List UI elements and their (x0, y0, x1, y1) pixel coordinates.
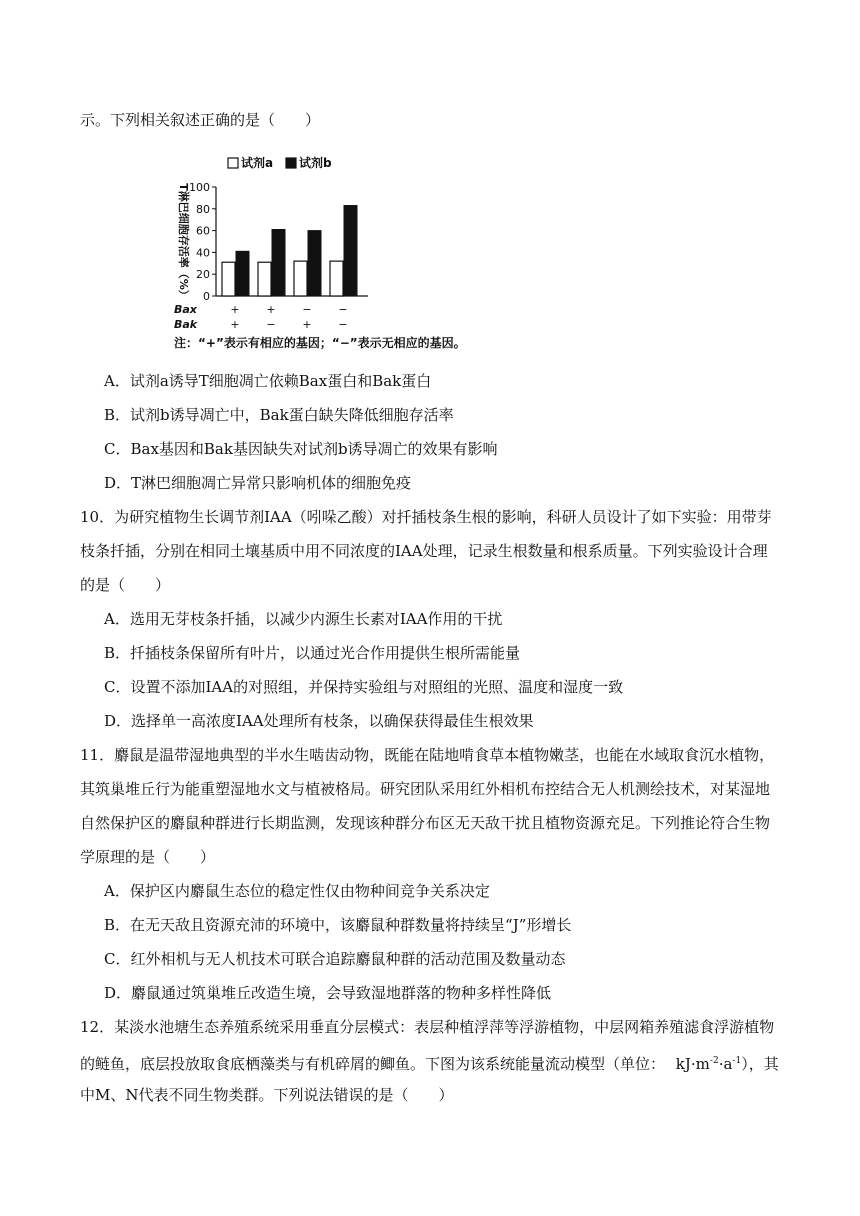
chart-legend (228, 155, 332, 170)
energy-unit-exp-2: -1 (732, 1056, 742, 1066)
y-tick-label: 40 (196, 246, 210, 260)
bar-reagent-b (344, 206, 357, 296)
q12-stem-line-2-text: 的鲢鱼，底层投放取食底栖藻类与有机碎屑的鲫鱼。下图为该系统能量流动模型（单位： (80, 1055, 666, 1073)
energy-unit-tail: ），其 (741, 1055, 779, 1073)
question-intro-line: 示。下列相关叙述正确的是（ ） (80, 111, 321, 129)
q11-stem-line-1: 11．麝鼠是温带湿地典型的半水生啮齿动物，既能在陆地啃食草本植物嫩茎，也能在水域取食沉水植物， (80, 746, 775, 764)
q12-stem-line-1: 12．某淡水池塘生态养殖系统采用垂直分层模式：表层种植浮萍等浮游植物，中层网箱养殖滤食浮游植物 (80, 1018, 775, 1036)
q11-option-c[interactable]: C．红外相机与无人机技术可联合追踪麝鼠种群的活动范围及数量动态 (104, 950, 566, 968)
y-tick-label: 0 (203, 290, 210, 303)
bax-sign: + (230, 303, 240, 316)
chart-bars (222, 206, 357, 296)
bak-sign: + (230, 318, 240, 331)
y-tick-label: 20 (196, 268, 210, 282)
energy-unit-main: kJ·m (675, 1055, 710, 1073)
y-tick-label: 60 (196, 224, 210, 238)
q11-option-d[interactable]: D．麝鼠通过筑巢堆丘改造生境，会导致湿地群落的物种多样性降低 (104, 984, 552, 1002)
q9-option-d[interactable]: D．T淋巴细胞凋亡异常只影响机体的细胞免疫 (104, 474, 412, 492)
q12-stem-line-2 (80, 1051, 779, 1074)
bar-reagent-a (222, 262, 235, 296)
bar-chart (160, 150, 470, 355)
row-label-bak: Bak (174, 318, 198, 331)
q10-option-c[interactable]: C．设置不添加IAA的对照组，并保持实验组与对照组的光照、温度和湿度一致 (104, 678, 624, 696)
q9-option-a[interactable]: A．试剂a诱导T细胞凋亡依赖Bax蛋白和Bak蛋白 (104, 372, 432, 390)
q11-stem-line-4: 学原理的是（ ） (80, 848, 216, 866)
energy-unit-mid: ·a (718, 1055, 733, 1073)
energy-unit (676, 1055, 779, 1073)
chart-note: 注：“+”表示有相应的基因；“−”表示无相应的基因。 (174, 336, 466, 350)
bar-reagent-b (308, 231, 321, 296)
bak-sign: − (338, 318, 348, 331)
q9-option-b[interactable]: B．试剂b诱导凋亡中，Bak蛋白缺失降低细胞存活率 (104, 406, 454, 424)
q10-option-b[interactable]: B．扦插枝条保留所有叶片，以通过光合作用提供生根所需能量 (104, 644, 521, 662)
chart-y-axis-label: T淋巴细胞存活率（%） (177, 183, 190, 301)
q10-option-a[interactable]: A．选用无芽枝条扦插，以减少内源生长素对IAA作用的干扰 (104, 610, 503, 628)
bar-reagent-b (236, 251, 249, 296)
bak-sign: − (266, 318, 276, 331)
chart-gene-rows (174, 303, 348, 331)
q10-stem-line-1: 10．为研究植物生长调节剂IAA（吲哚乙酸）对扦插枝条生根的影响，科研人员设计了如下实验：用带芽 (80, 508, 772, 526)
bar-reagent-a (330, 261, 343, 296)
q10-stem-line-2: 枝条扦插，分别在相同土壤基质中用不同浓度的IAA处理，记录生根数量和根系质量。下列实验设计合理 (80, 542, 768, 560)
q11-stem-line-2: 其筑巢堆丘行为能重塑湿地水文与植被格局。研究团队采用红外相机布控结合无人机测绘技术，对某湿地 (80, 780, 771, 798)
bar-reagent-a (258, 262, 271, 296)
q11-stem-line-3: 自然保护区的麝鼠种群进行长期监测，发现该种群分布区无天敌干扰且植物资源充足。下列推论符合生物 (80, 814, 771, 832)
q10-stem-line-3: 的是（ ） (80, 576, 171, 594)
row-label-bax: Bax (174, 303, 197, 316)
q11-option-b[interactable]: B．在无天敌且资源充沛的环境中，该麝鼠种群数量将持续呈“J”形增长 (104, 916, 572, 934)
y-tick-label: 80 (196, 202, 210, 216)
q11-option-a[interactable]: A．保护区内麝鼠生态位的稳定性仅由物种间竞争关系决定 (104, 882, 490, 900)
legend-swatch-a (228, 158, 238, 168)
legend-label-b: 试剂b (299, 156, 332, 170)
y-tick-label: 100 (189, 181, 210, 194)
bax-sign: − (338, 303, 348, 316)
bar-reagent-b (272, 230, 285, 296)
q12-stem-line-3: 中M、N代表不同生物类群。下列说法错误的是（ ） (80, 1086, 454, 1104)
bar-reagent-a (294, 261, 307, 296)
legend-swatch-b (286, 158, 296, 168)
legend-label-a: 试剂a (241, 156, 274, 170)
energy-unit-exp-1: -2 (709, 1056, 719, 1066)
bax-sign: − (302, 303, 312, 316)
bak-sign: + (302, 318, 312, 331)
q10-option-d[interactable]: D．选择单一高浓度IAA处理所有枝条，以确保获得最佳生根效果 (104, 712, 534, 730)
q9-option-c[interactable]: C．Bax基因和Bak基因缺失对试剂b诱导凋亡的效果有影响 (104, 440, 498, 458)
bax-sign: + (266, 303, 276, 316)
